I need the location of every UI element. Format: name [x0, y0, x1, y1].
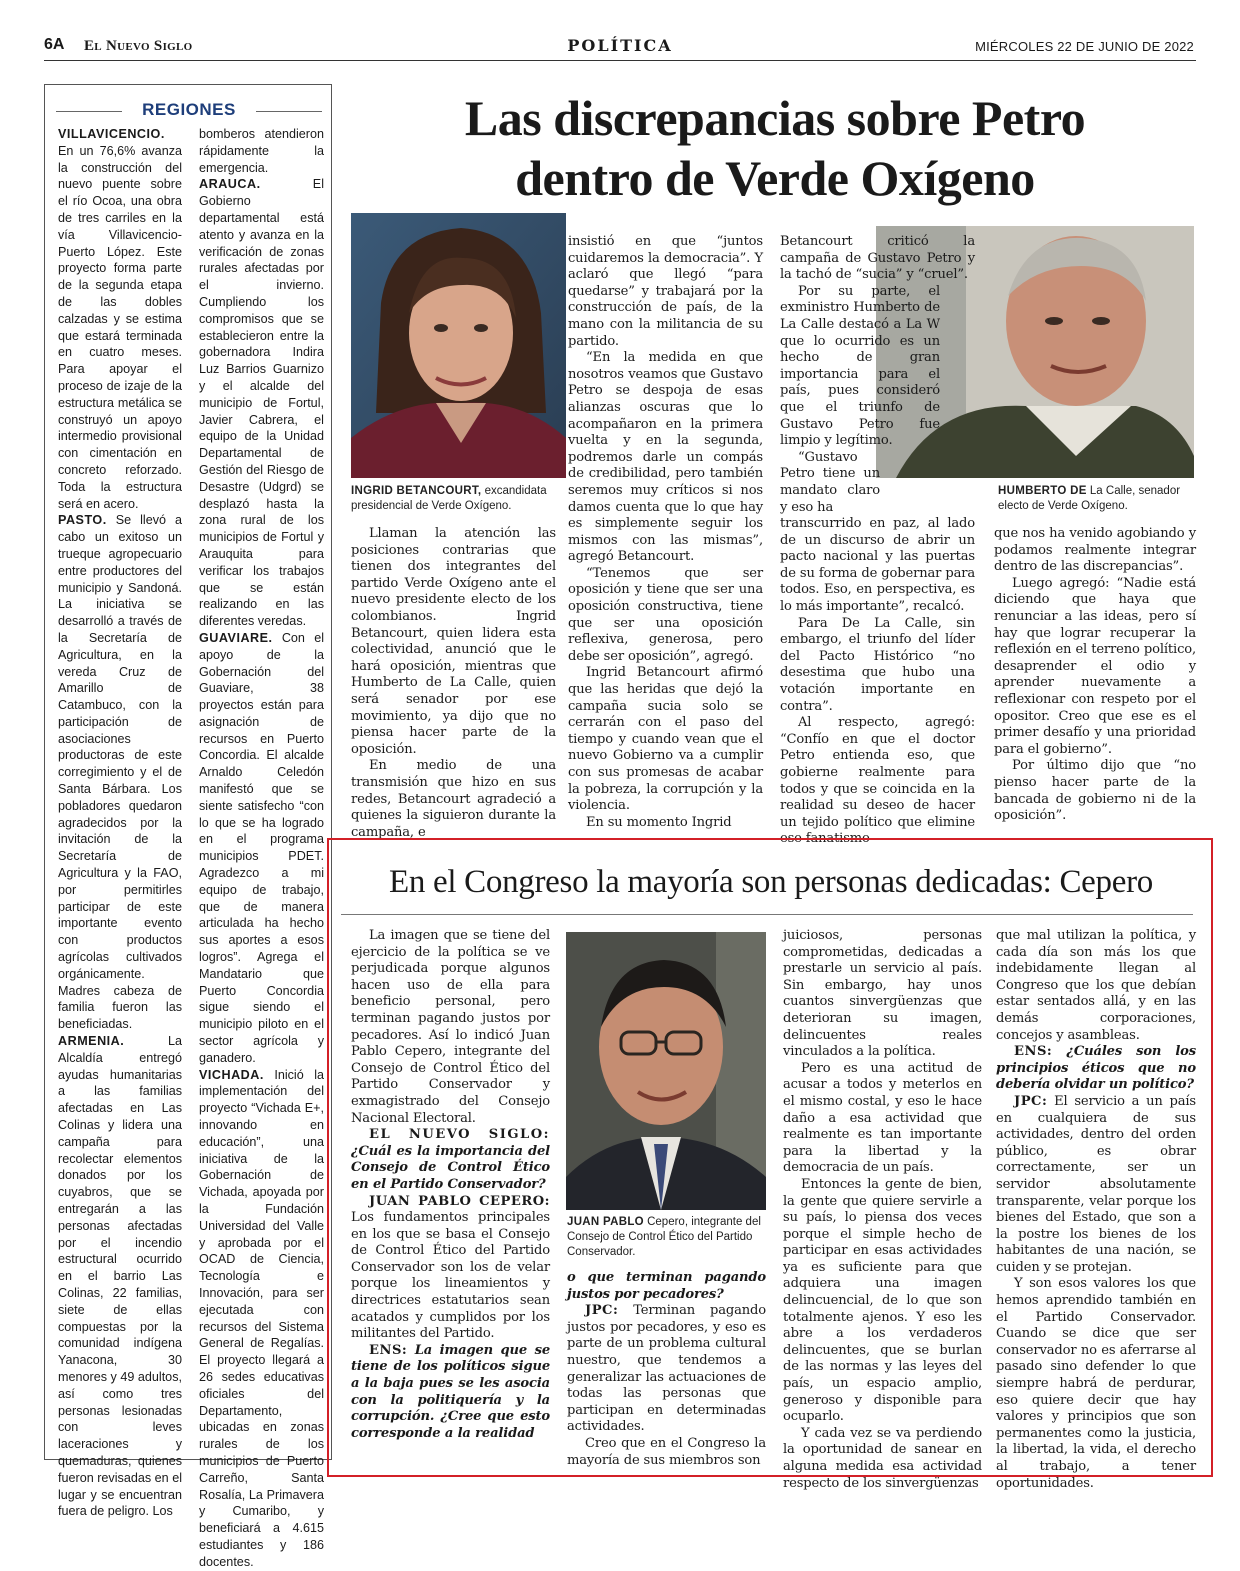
question [351, 1127, 550, 1193]
caption-humberto [998, 484, 1194, 514]
question [996, 1044, 1196, 1094]
photo-juan-pablo-cepero [566, 932, 766, 1210]
headline-line-1: Las discrepancias sobre Petro [464, 90, 1086, 146]
headline-line-2: dentro de Verde Oxígeno [515, 150, 1035, 206]
answer-text: Los fundamentos principales en los que se basa el Consejo de Control Ético del Partido Conservador son los de velar porque los lineamientos y directrices estatutarios sean acatados y cumplidos por los militantes del Partido. [351, 1210, 550, 1342]
region-keyword: GUAVIARE. [199, 630, 273, 645]
question-text: ¿Cuáles son los principios éticos que no debería olvidar un político? [996, 1044, 1196, 1093]
paragraph: Pero es una actitud de acusar a todos y meterlos en el mismo costal, y eso le hace daño a esa actividad que realmente es tan importante para la libertad y la democracia de un país. [783, 1060, 982, 1176]
region-item-guaviare [199, 630, 324, 1067]
article-headline [360, 88, 1190, 208]
caption-name: HUMBERTO DE [998, 485, 1087, 497]
question-continued: o que terminan pagando justos por pecadores? [567, 1270, 766, 1302]
region-text: Se llevó a cabo un exitoso un trueque agropecuario entre productores del municipio y Sandoná. La iniciativa se desarrolló a través de la Secretaría de Agricultura, en la vereda Cruz de Amarillo de Catambuco, con la participación de asociaciones productoras de este corregimiento y el de Santa Bárbara. Los pobladores quedaron agradecidos por la invitación de la Secretaría de Agricultura y la FAO, por permitirles participar de este importante evento con productos agrícolas cultivados orgánicamente. Madres cabeza de familia fueron las beneficiadas. [58, 513, 182, 1032]
caption-text: La Calle, senador electo de Verde Oxígeno. [998, 485, 1181, 512]
question-lead: ENS: [369, 1342, 408, 1358]
issue-date: MIÉRCOLES 22 DE JUNIO DE 2022 [975, 39, 1194, 54]
region-keyword: PASTO. [58, 513, 107, 528]
article1-column-2 [568, 234, 763, 831]
interview-column-3 [783, 928, 982, 1492]
paragraph: Entonces la gente de bien, la gente que quiere servirle a su país, lo piensa dos veces porque el simple hecho de participar en esas actividades ya es suficiente para que adquiera una imagen delincuencial, de lo que son totalmente ajenos. Y eso les abre a los verdaderos delincuentes, que se burlan de las normas y las leyes del país, un espacio amplio, generoso y disponible para ocuparlo. [783, 1176, 982, 1425]
paragraph: La imagen que se tiene del ejercicio de la política se ve perjudicada porque algunos hacen uso de ella para beneficio personal, pero terminan pagando justos por pecadores. Así lo indicó Juan Pablo Cepero, integrante del Consejo de Control Ético del Partido Conservador y exmagistrado del Consejo Nacional Electoral. [351, 928, 550, 1126]
region-item-armenia [58, 1033, 182, 1520]
regions-header [56, 100, 322, 124]
interview-rule [341, 914, 1193, 915]
region-text: Inició la implementación del proyecto “Vichada E+, innovando en educación”, una iniciativa de la Gobernación de Vichada, apoyada por la Fundación Universidad del Valle y aprobada por el OCAD de Ciencia, Tecnología e Innovación, para ser ejecutada con recursos del Sistema General de Regalías. El proyecto llegará a 26 sedes educativas oficiales del Departamento, ubicadas en zonas rurales de los municipios de Puerto Carreño, Santa Rosalía, La Primavera y Cumaribo, y beneficiará a 4.615 estudiantes y 186 docentes. [199, 1067, 324, 1569]
caption-cepero [567, 1215, 767, 1260]
paragraph: Luego agregó: “Nadie está diciendo que haya que renunciar a las ideas, pero sí hay que lograr recuperar la reflexión en el terreno político, desaprender el odio y aprender nuevamente a reflexionar con respeto por el opositor. Creo que ese es el primer desafío y una prioridad para el gobierno”. [994, 575, 1196, 757]
region-keyword: VICHADA. [199, 1067, 264, 1082]
region-item-arauca [199, 176, 324, 630]
paragraph: transcurrido en paz, al lado de un discurso de abrir un pacto nacional y las puertas de su forma de gobernar para todos. Eso, en perspectiva, es lo más importante”, recalcó. [780, 516, 975, 615]
article1-column-3 [780, 234, 975, 848]
question-lead: ENS: [1014, 1044, 1053, 1060]
region-item-vichada [199, 1067, 324, 1571]
photo-ingrid-betancourt [351, 213, 566, 478]
paragraph: Creo que en el Congreso la mayoría de sus miembros son [567, 1435, 766, 1468]
region-keyword: ARAUCA. [199, 177, 261, 192]
answer-lead: JPC: [585, 1303, 619, 1319]
article1-column-4 [994, 526, 1196, 825]
caption-text: Cepero, integrante del Consejo de Control Ético del Partido Conservador. [567, 1216, 761, 1258]
caption-name: INGRID BETANCOURT, [351, 485, 482, 497]
question [351, 1343, 550, 1443]
paragraph: Y son esos valores los que hemos aprendido también en el Partido Conservador. Cuando se dice que ser conservador no es aferrarse al pasado sino defender lo que siempre habrá de perdurar, eso quiere decir que hay valores y principios que son permanentes como la justicia, la libertad, la vida, el derecho al trabajo, a tener oportunidades. [996, 1276, 1196, 1491]
answer-text: El servicio a un país en cualquiera de sus actividades, dentro del orden público, es obrar correctamente, ser un servidor absolutamente transparente, velar porque los bienes del Estado, que son a la postre los bienes de los habitantes de una nación, se cuiden y se protejan. [996, 1093, 1196, 1275]
paragraph: Y cada vez se va perdiendo la oportunidad de sanear en alguna medida esa actividad respecto de los sinvergüenzas [783, 1425, 982, 1491]
paragraph: “Tenemos que ser oposición y tiene que ser una oposición constructiva, tiene que ser una oposición reflexiva, generosa, pero debe ser oposición”, agregó. [568, 565, 763, 664]
paragraph: juiciosos, personas comprometidas, dedicadas a prestarle un servicio al país. Sin embargo, hay unos cuantos sinvergüenzas que deterioran su imagen, delincuentes reales vinculados a la política. [783, 928, 982, 1060]
caption-ingrid [351, 484, 566, 514]
paragraph: que mal utilizan la política, y cada día son más los que indebidamente llegan al Congreso que los que debían estar sentados allá, y en las demás corporaciones, concejos y asambleas. [996, 928, 1196, 1043]
paragraph: insistió en que “juntos cuidaremos la democracia”. Y aclaró que llegó “para quedarse” y trabajará por la construcción de país, de la mano con la militancia de su partido. [568, 234, 763, 349]
page-number: 6A [44, 36, 65, 53]
region-keyword: ARMENIA. [58, 1034, 125, 1049]
region-keyword: VILLAVICENCIO. [58, 127, 165, 141]
region-item-villavicencio [58, 126, 182, 512]
caption-name: JUAN PABLO [567, 1216, 644, 1228]
interview-column-1 [351, 928, 550, 1442]
header-rule [44, 60, 1196, 61]
paragraph: Por su parte, el exministro Humberto de La Calle destacó a La W que lo ocurrido es un hecho de gran importancia para el país, pues consideró que el triunfo de Gustavo Petro fue limpio y legítimo. [780, 283, 940, 449]
paragraph: Llaman la atención las posiciones contrarias que tienen dos integrantes del partido Verde Oxígeno ante el nuevo presidente electo de los colombianos. Ingrid Betancourt, quien lidera esta colectividad, anunció que le hará oposición, mientras que Humberto de La Calle, quien será senador por ese movimiento, ya dijo que no piensa hacer parte de la oposición. [351, 526, 556, 757]
region-text: El Gobierno departamental está atento y avanza en la verificación de zonas rurales afectadas por el invierno. Cumpliendo los compromisos que se establecieron entre la gobernadora Indira Luz Barrios Guarnizo y el alcalde del municipio de Fortul, Javier Cabrera, el equipo de la Unidad Departamental de Gestión del Riesgo de Desastre (Udgrd) se desplazó hasta la zona rural de los municipios de Fortul y Arauquita para verificar los trabajos que se están realizando en las diferentes veredas. [199, 177, 324, 629]
paragraph: Para De La Calle, sin embargo, el triunfo del líder del Pacto Histórico “no desestima que hubo una votación importante en contra”. [780, 615, 975, 714]
paragraph: “En la medida en que nosotros veamos que Gustavo Petro se despoja de esas alianzas oscuras que lo acompañaron en la primera vuelta y en la segunda, podremos darle un compás de credibilidad, pero también seremos muy críticos si nos damos cuenta que lo que hay es simplemente seguir los mismos con las mismas”, agregó Betancourt. [568, 350, 763, 565]
paragraph: En su momento Ingrid [586, 814, 732, 830]
answer-text: Terminan pagando justos por pecadores, y eso es parte de un problema cultural nuestro, que tendemos a generalizar las actuaciones de todas las personas que participan en determinadas actividades. [567, 1303, 766, 1435]
question-text: ¿Cuál es la importancia del Consejo de Control Ético en el Partido Conservador? [351, 1143, 550, 1192]
region-item-pasto [58, 512, 182, 1033]
question-text: La imagen que se tiene de los políticos sigue a la baja pues se les asocia con la politiquería y la corrupción. ¿Cree que esto corresponde a la realidad [351, 1342, 550, 1441]
paragraph: Al respecto, agregó: “Confío en que el doctor Petro entienda eso, que gobierne realmente para todos y que se coincida en la realidad su deseo de hacer un tejido político que elimine ese fanatismo [780, 715, 975, 847]
regions-column-2 [199, 126, 324, 1571]
caption-text: excandidata presidencial de Verde Oxígeno. [351, 485, 547, 512]
paragraph: “Gustavo Petro tiene un mandato claro y eso ha [780, 449, 880, 515]
newspaper-name: El Nuevo Siglo [84, 38, 193, 54]
portrait-man-glasses-icon [566, 932, 766, 1210]
regions-column-1 [58, 126, 182, 1520]
region-text: La Alcaldía entregó ayudas humanitarias a las familias afectadas en Las Colinas y lidera una campaña para recolectar elementos donados por los cuyabros, que se entregarán a las personas afectadas por el incendio estructural ocurrido en el barrio Las Colinas, 22 familias, siete de ellas compuestas por la comunidad indígena Yanacona, 30 menores y 49 adultos, así como tres personas lesionadas con leves laceraciones y quemaduras, quienes fueron revisadas en el lugar y se encuentran fuera de peligro. Los [58, 1034, 182, 1519]
interview-headline: En el Congreso la mayoría son personas dedicadas: Cepero [389, 864, 1153, 900]
section-title: POLÍTICA [567, 36, 673, 55]
region-text: En un 76,6% avanza la construcción del nuevo puente sobre el río Ocoa, una obra de tres carriles en la vía Villavicencio-Puerto López. Este proyecto forma parte de la segunda etapa de las dobles calzadas y se estima que estará terminada en cuatro meses. Para apoyar el proceso de izaje de la estructura metálica se construyó un apoyo intermedio provisional con cimentación en concreto reforzado. Toda la estructura será en acero. [58, 143, 182, 511]
article1-column-1 [351, 526, 556, 841]
regions-title: REGIONES [142, 100, 236, 119]
answer [351, 1194, 550, 1343]
portrait-woman-icon [351, 213, 566, 478]
interview-column-4 [996, 928, 1196, 1492]
answer-lead: JUAN PABLO CEPERO: [369, 1193, 550, 1209]
paragraph: Betancourt criticó la campaña de Gustavo Petro y la tachó de “sucia” y “cruel”. [780, 234, 975, 283]
interview-column-2 [567, 1270, 766, 1469]
answer [996, 1094, 1196, 1277]
question-lead: EL NUEVO SIGLO: [369, 1127, 550, 1143]
region-text: bomberos atendieron rápidamente la emergencia. [199, 127, 324, 175]
paragraph: que nos ha venido agobiando y podamos realmente integrar dentro de las discrepancias”. [994, 526, 1196, 575]
paragraph: Por último dijo que “no pienso hacer parte de la bancada de gobierno ni de la oposición”. [994, 758, 1196, 824]
region-item-continued [199, 126, 324, 176]
answer [567, 1303, 766, 1436]
paragraph: En medio de una transmisión que hizo en sus redes, Betancourt agradeció a quienes la siguieron durante la campaña, e [351, 758, 556, 840]
region-text: Con el apoyo de la Gobernación del Guaviare, 38 proyectos están para asignación de recursos en Puerto Concordia. El alcalde Arnaldo Celedón manifestó que se siente satisfecho “con lo que se ha logrado en el programa municipios PDET. Agradezco a mi equipo de trabajo, que de manera articulada ha hecho sus aportes a esos logros”. Agrega el Mandatario que Puerto Concordia sigue siendo el municipio piloto en el sector agrícola y ganadero. [199, 630, 324, 1065]
answer-lead: JPC: [1014, 1093, 1048, 1109]
paragraph: Ingrid Betancourt afirmó que las heridas que dejó la campaña sucia solo se cerrarán con el paso del tiempo y cuando vean que el nuevo Gobierno va a cumplir con sus promesas de acabar la pobreza, la corrupción y la violencia. [568, 665, 763, 814]
